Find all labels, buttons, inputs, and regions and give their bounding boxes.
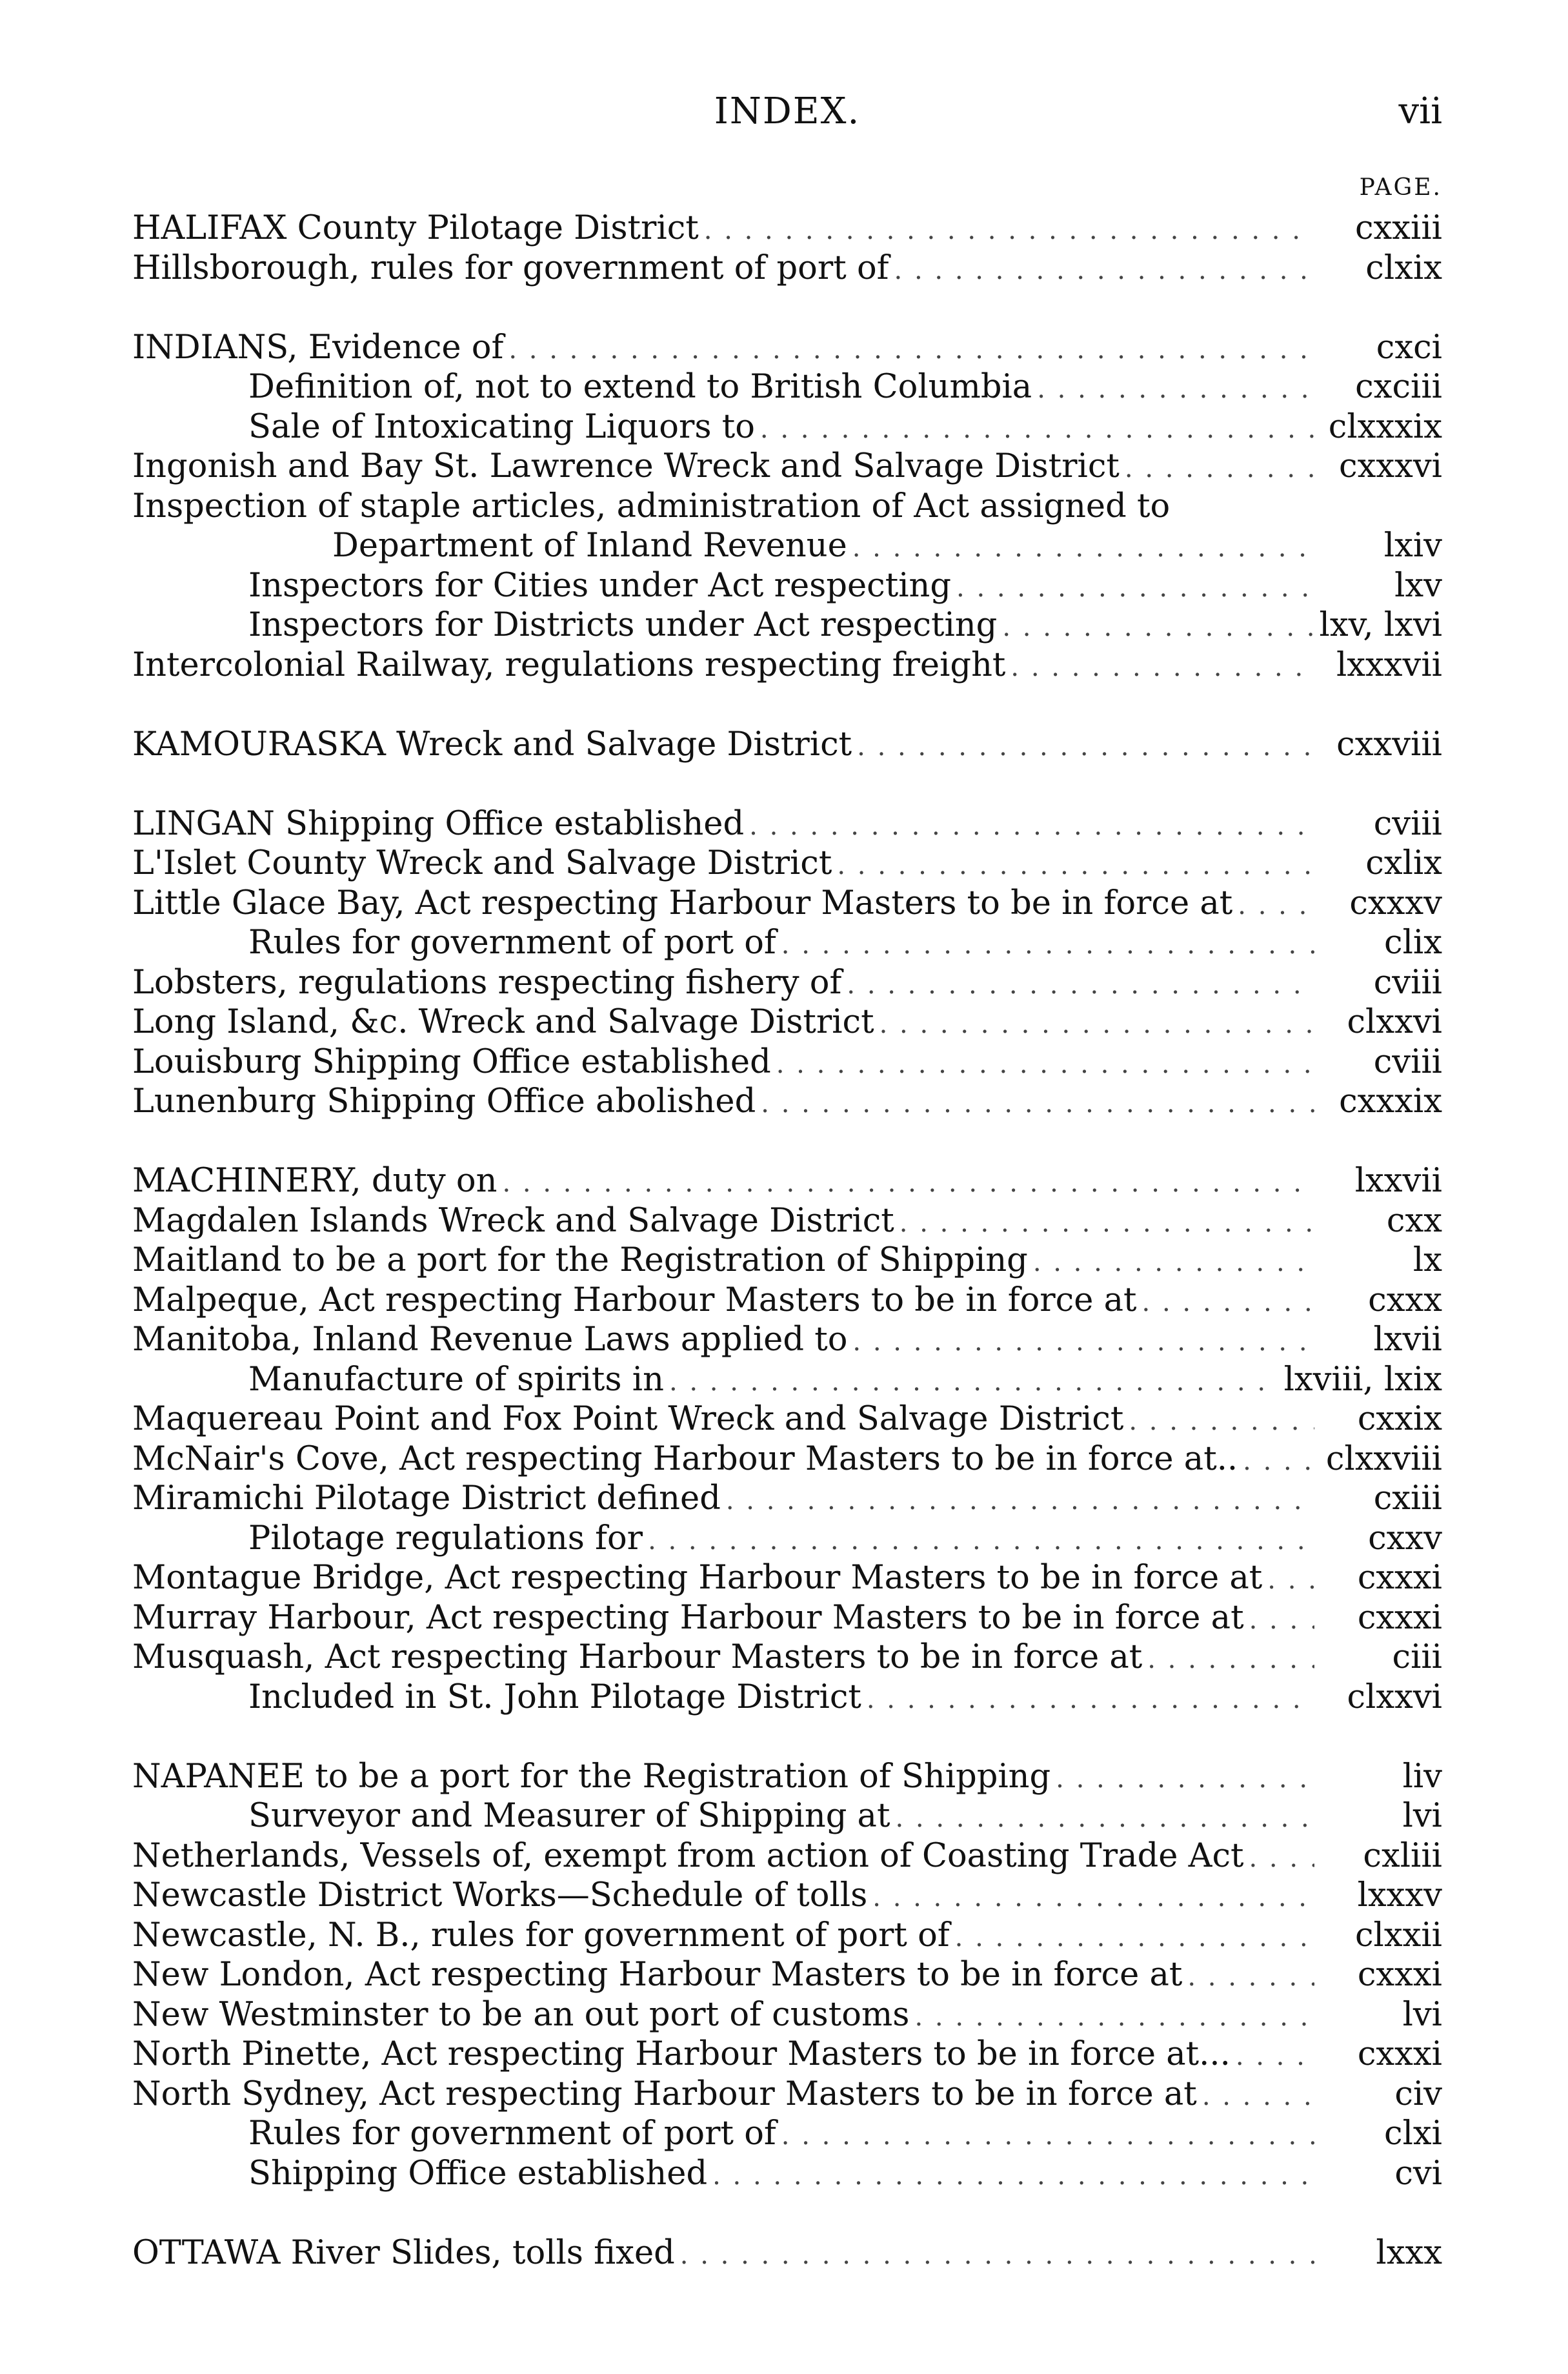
entry-text: Department of Inland Revenue	[332, 527, 847, 565]
entry-page-ref: clxi	[1384, 2115, 1442, 2153]
entry-page-ref: ciii	[1392, 1638, 1442, 1676]
entry-text: Long Island, &c. Wreck and Salvage District	[132, 1003, 874, 1041]
entry-text: New Westminster to be an out port of customs	[132, 1995, 910, 2034]
entry-text: Murray Harbour, Act respecting Harbour Masters to be in force at	[132, 1598, 1244, 1637]
entry-text: Surveyor and Measurer of Shipping at	[248, 1797, 890, 1835]
index-section	[132, 328, 1442, 685]
dot-leader	[508, 330, 1314, 370]
index-entry	[132, 884, 1442, 924]
index-entry	[132, 1955, 1442, 1995]
entry-text: North Sydney, Act respecting Harbour Masters to be in force at	[132, 2075, 1197, 2113]
index-section	[132, 804, 1442, 1122]
entry-text: Included in St. John Pilotage District	[248, 1678, 861, 1716]
index-entry	[132, 645, 1442, 685]
dot-leader	[712, 2156, 1314, 2196]
index-entry	[132, 1002, 1442, 1042]
dot-leader	[1010, 648, 1314, 688]
index-entry	[132, 526, 1442, 566]
index-entry	[132, 2075, 1442, 2115]
entry-page-ref: lxxvii	[1354, 1162, 1442, 1200]
index-entry	[132, 844, 1442, 884]
entry-text: Lobsters, regulations respecting fishery of	[132, 963, 842, 1002]
entry-text: Definition of, not to extend to British Columbia	[248, 368, 1032, 406]
dot-leader	[852, 529, 1314, 569]
dot-leader	[749, 807, 1314, 847]
entry-page-ref: cxxxi	[1357, 1956, 1442, 1994]
entry-page-ref: lvi	[1402, 1797, 1442, 1835]
dot-leader	[867, 1680, 1314, 1720]
entry-page-ref: lx	[1412, 1241, 1442, 1279]
dot-leader	[781, 2116, 1314, 2156]
entry-page-ref: lxiv	[1383, 527, 1442, 565]
entry-page-ref: cxx	[1386, 1201, 1442, 1240]
entry-text: Shipping Office established	[248, 2154, 708, 2193]
entry-text: OTTAWA River Slides, tolls fixed	[132, 2233, 675, 2272]
entry-page-ref: clxxviii	[1325, 1439, 1442, 1478]
entry-page-ref: cxliii	[1363, 1836, 1442, 1875]
entry-page-ref: lxxxvii	[1336, 645, 1442, 684]
entry-page-ref: lxviii, lxix	[1283, 1360, 1442, 1399]
index-entry	[132, 1399, 1442, 1439]
index-entry	[132, 1995, 1442, 2035]
entry-text: Sale of Intoxicating Liquors to	[248, 407, 755, 446]
index-entry	[132, 1836, 1442, 1876]
entry-page-ref: cviii	[1373, 963, 1442, 1002]
dot-leader	[1243, 1442, 1314, 1482]
index-entry	[132, 923, 1442, 963]
index-entry	[132, 1678, 1442, 1718]
entry-text: Netherlands, Vessels of, exempt from action of Coasting Trade Act	[132, 1836, 1244, 1875]
entry-text: INDIANS, Evidence of	[132, 328, 504, 367]
entry-page-ref: cxxxix	[1339, 1082, 1442, 1121]
index-entry	[132, 447, 1442, 487]
entry-page-ref: cxiii	[1373, 1479, 1442, 1517]
dot-leader	[1142, 1283, 1314, 1323]
index-entry	[132, 566, 1442, 606]
page-header	[132, 90, 1442, 136]
dot-leader	[1129, 1402, 1314, 1442]
index-entry	[132, 1519, 1442, 1559]
page-column-heading: PAGE.	[1359, 174, 1442, 201]
entry-text: Rules for government of port of	[248, 2115, 776, 2153]
entry-text: Newcastle District Works—Schedule of tolls	[132, 1876, 868, 1914]
entry-page-ref: cxxviii	[1336, 725, 1442, 764]
index-section	[132, 1161, 1442, 1717]
entry-text: Musquash, Act respecting Harbour Masters to be in force at	[132, 1638, 1143, 1676]
index-entry	[132, 1479, 1442, 1519]
index-entry	[132, 1558, 1442, 1598]
entry-text: Newcastle, N. B., rules for government of port of	[132, 1916, 950, 1954]
entry-text: Inspection of staple articles, administration of Act assigned to	[132, 487, 1171, 525]
index-entry	[132, 804, 1442, 844]
index-section	[132, 208, 1442, 288]
index-entry	[132, 1439, 1442, 1479]
dot-leader	[1236, 2037, 1314, 2077]
entry-text: Lunenburg Shipping Office abolished	[132, 1082, 756, 1121]
dot-leader	[894, 251, 1314, 291]
index-entry	[132, 1042, 1442, 1082]
dot-leader	[1033, 1243, 1314, 1283]
index-entry	[132, 487, 1442, 527]
dot-leader	[1202, 2077, 1314, 2117]
entry-page-ref: cviii	[1373, 804, 1442, 843]
index-section	[132, 725, 1442, 765]
entry-text: LINGAN Shipping Office established	[132, 804, 745, 843]
entry-text: Rules for government of port of	[248, 924, 776, 962]
entry-text: Manufacture of spirits in	[248, 1360, 664, 1399]
index-entry	[132, 1916, 1442, 1956]
entry-text: Pilotage regulations for	[248, 1519, 643, 1557]
entry-page-ref: cxxix	[1357, 1400, 1442, 1438]
entry-text: McNair's Cove, Act respecting Harbour Masters to be in force at..	[132, 1439, 1238, 1478]
page-number: vii	[1398, 90, 1442, 132]
entry-page-ref: cxxxi	[1357, 1559, 1442, 1597]
index-entry	[132, 328, 1442, 368]
entry-page-ref: clxix	[1365, 249, 1442, 287]
index-entry	[132, 1757, 1442, 1797]
entry-text: Malpeque, Act respecting Harbour Masters to be in force at	[132, 1281, 1137, 1319]
dot-leader	[1187, 1958, 1314, 1998]
index-entry	[132, 1082, 1442, 1122]
index-entry	[132, 605, 1442, 645]
entry-page-ref: cxciii	[1355, 368, 1442, 406]
entry-text: Ingonish and Bay St. Lawrence Wreck and Salvage District	[132, 447, 1120, 485]
entry-page-ref: cxxxv	[1349, 884, 1442, 922]
dot-leader	[781, 926, 1314, 966]
entry-page-ref: cvi	[1394, 2154, 1442, 2193]
index-entry	[132, 1320, 1442, 1360]
entry-page-ref: cxxxi	[1357, 1598, 1442, 1637]
entry-text: HALIFAX County Pilotage District	[132, 209, 699, 247]
entry-text: Inspectors for Cities under Act respecting	[248, 566, 952, 605]
dot-leader	[761, 1084, 1314, 1124]
entry-page-ref: cxxx	[1368, 1281, 1442, 1319]
dot-leader	[1056, 1760, 1314, 1800]
dot-leader	[760, 410, 1314, 450]
index-section	[132, 1757, 1442, 2194]
index-entry	[132, 2034, 1442, 2075]
entry-text: Montague Bridge, Act respecting Harbour Masters to be in force at	[132, 1559, 1263, 1597]
entry-text: Maquereau Point and Fox Point Wreck and Salvage District	[132, 1400, 1124, 1438]
index-entry	[132, 963, 1442, 1003]
dot-leader	[648, 1521, 1314, 1561]
entry-text: NAPANEE to be a port for the Registration of Shipping	[132, 1757, 1051, 1796]
entry-page-ref: clix	[1384, 924, 1442, 962]
dot-leader	[704, 211, 1314, 251]
index-entry	[132, 1876, 1442, 1916]
index-entry	[132, 407, 1442, 447]
entry-text: Maitland to be a port for the Registration of Shipping	[132, 1241, 1028, 1279]
index-entry	[132, 1201, 1442, 1241]
entry-page-ref: lxxxv	[1357, 1876, 1442, 1914]
index-entry	[132, 1360, 1442, 1400]
dot-leader	[776, 1045, 1314, 1085]
dot-leader	[1238, 886, 1314, 926]
entry-text: Miramichi Pilotage District defined	[132, 1479, 721, 1517]
dot-leader	[669, 1363, 1279, 1403]
dot-leader	[1249, 1601, 1314, 1641]
entry-text: Little Glace Bay, Act respecting Harbour Masters to be in force at	[132, 884, 1233, 922]
index-entry	[132, 1638, 1442, 1678]
dot-leader	[502, 1164, 1314, 1204]
entry-page-ref: lxv, lxvi	[1319, 606, 1442, 644]
entry-page-ref: cxxv	[1368, 1519, 1442, 1557]
entry-page-ref: clxxii	[1354, 1916, 1442, 1954]
entry-page-ref: cxxxi	[1357, 2035, 1442, 2073]
dot-leader	[1267, 1561, 1314, 1601]
dot-leader	[1249, 1839, 1315, 1879]
dot-leader	[1125, 449, 1314, 489]
entry-page-ref: cxxiii	[1354, 209, 1442, 247]
index-entry	[132, 1281, 1442, 1321]
entry-text: Intercolonial Railway, regulations respecting freight	[132, 645, 1006, 684]
entry-text: Louisburg Shipping Office established	[132, 1042, 771, 1081]
entry-page-ref: cxxxvi	[1339, 447, 1442, 485]
index-entry	[132, 249, 1442, 289]
index-body	[132, 208, 1442, 2313]
entry-page-ref: cxlix	[1365, 844, 1442, 882]
dot-leader	[914, 1998, 1314, 2038]
index-entry	[132, 1241, 1442, 1281]
dot-leader	[1147, 1640, 1314, 1680]
entry-page-ref: clxxxix	[1328, 407, 1442, 446]
dot-leader	[857, 727, 1314, 767]
dot-leader	[726, 1481, 1314, 1521]
dot-leader	[872, 1878, 1314, 1918]
dot-leader	[852, 1323, 1314, 1363]
dot-leader	[895, 1799, 1314, 1839]
dot-leader	[837, 846, 1314, 886]
dot-leader	[956, 569, 1314, 609]
index-entry	[132, 208, 1442, 249]
index-entry	[132, 1598, 1442, 1638]
dot-leader	[680, 2236, 1314, 2276]
entry-text: Magdalen Islands Wreck and Salvage District	[132, 1201, 894, 1240]
entry-page-ref: lxxx	[1376, 2233, 1442, 2272]
entry-text: Manitoba, Inland Revenue Laws applied to	[132, 1321, 848, 1359]
index-entry	[132, 2233, 1442, 2273]
entry-text: L'Islet County Wreck and Salvage District	[132, 844, 832, 882]
index-entry	[132, 1161, 1442, 1201]
index-entry	[132, 2154, 1442, 2194]
dot-leader	[1002, 608, 1314, 648]
dot-leader	[955, 1918, 1314, 1958]
index-entry	[132, 1796, 1442, 1836]
entry-page-ref: clxxvi	[1347, 1678, 1442, 1716]
dot-leader	[900, 1204, 1314, 1244]
index-entry	[132, 2114, 1442, 2154]
entry-text: Hillsborough, rules for government of port of	[132, 249, 889, 287]
entry-page-ref: liv	[1402, 1757, 1442, 1796]
dot-leader	[847, 966, 1314, 1006]
dot-leader	[879, 1005, 1314, 1045]
dot-leader	[1037, 370, 1314, 410]
entry-page-ref: civ	[1394, 2075, 1442, 2113]
entry-page-ref: lvi	[1402, 1995, 1442, 2034]
entry-text: New London, Act respecting Harbour Masters to be in force at	[132, 1956, 1183, 1994]
entry-page-ref: cviii	[1373, 1042, 1442, 1081]
page-title: INDEX.	[714, 90, 861, 132]
entry-text: MACHINERY, duty on	[132, 1162, 498, 1200]
index-section	[132, 2233, 1442, 2273]
entry-text: KAMOURASKA Wreck and Salvage District	[132, 725, 852, 764]
entry-text: Inspectors for Districts under Act respecting	[248, 606, 998, 644]
entry-text: North Pinette, Act respecting Harbour Masters to be in force at...	[132, 2035, 1231, 2073]
index-entry	[132, 367, 1442, 407]
index-entry	[132, 725, 1442, 765]
entry-page-ref: lxv	[1394, 566, 1442, 605]
entry-page-ref: lxvii	[1373, 1321, 1442, 1359]
entry-page-ref: cxci	[1376, 328, 1442, 367]
entry-page-ref: clxxvi	[1347, 1003, 1442, 1041]
